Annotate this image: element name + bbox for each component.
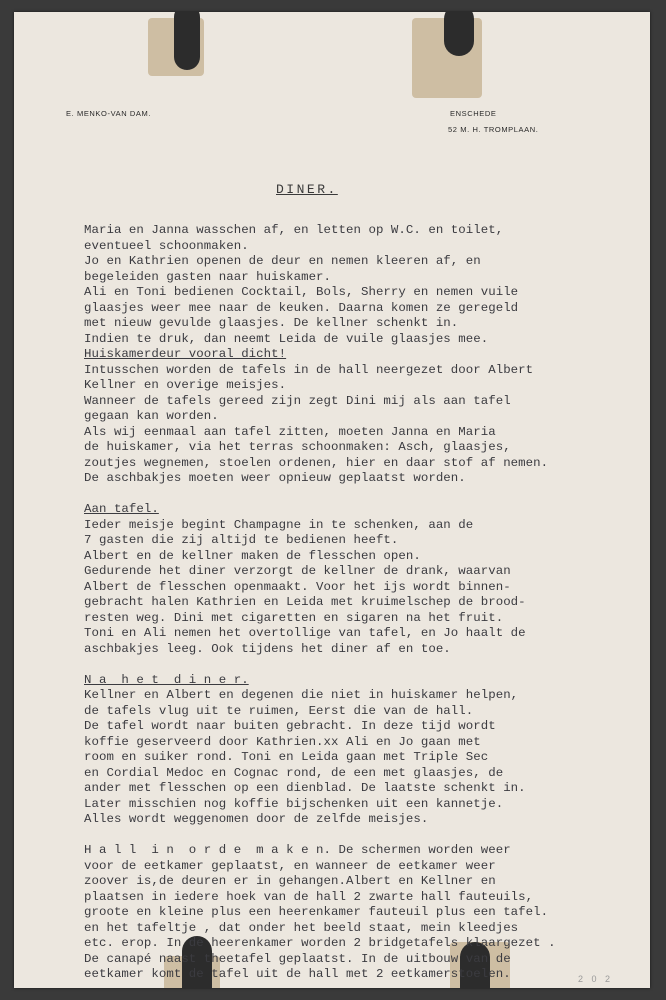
- typed-line: De canapé naast theetafel geplaatst. In de uitbouw van de: [84, 951, 511, 966]
- typed-line: voor de eetkamer geplaatst, en wanneer de eetkamer weer: [84, 858, 496, 873]
- typed-line: de huiskamer, via het terras schoonmaken: Asch, glaasjes,: [84, 440, 511, 454]
- typed-line: Indien te druk, dan neemt Leida de vuile glaasjes mee.: [84, 331, 489, 346]
- typed-line: Albert en de kellner maken de flesschen open.: [84, 548, 421, 563]
- typed-line: Later misschien nog koffie bijschenken uit een kannetje.: [84, 796, 504, 811]
- typed-line: N a h e t d i n e r.: [84, 672, 249, 687]
- letterhead-city: ENSCHEDE: [450, 109, 497, 118]
- typed-line: Toni en Ali nemen het overtollige van tafel, en Jo haalt de: [84, 626, 526, 640]
- typed-line: Ieder meisje begint Champagne in te schenken, aan de: [84, 517, 474, 532]
- typed-line: room en suiker rond. Toni en Leida gaan met Triple Sec: [84, 750, 489, 764]
- typed-line: resten weg. Dini met cigaretten en sigaren na het fruit.: [84, 610, 504, 625]
- typed-line: H a l l i n o r d e m a k e n. De schermen worden weer: [84, 843, 511, 857]
- typed-line: eetkamer komt de tafel uit de hall met 2 eetkamerstoelen.: [84, 967, 511, 981]
- letterhead-name: E. MENKO-VAN DAM.: [66, 109, 152, 118]
- typed-line: Alles wordt weggenomen door de zelfde meisjes.: [84, 812, 429, 826]
- document-sheet: [14, 12, 650, 988]
- typed-line: De aschbakjes moeten weer opnieuw geplaatst worden.: [84, 471, 466, 485]
- typed-line: Gedurende het diner verzorgt de kellner de drank, waarvan: [84, 564, 511, 578]
- typed-line: groote en kleine plus een heerenkamer fauteuil plus een tafel.: [84, 905, 549, 919]
- punch-hole: [444, 12, 474, 56]
- typed-line: Kellner en overige meisjes.: [84, 378, 287, 392]
- letterhead-street: 52 M. H. TROMPLAAN.: [448, 125, 539, 134]
- typed-line: en Cordial Medoc en Cognac rond, de een met glaasjes, de: [84, 765, 504, 780]
- punch-hole: [174, 12, 200, 70]
- typed-line: Als wij eenmaal aan tafel zitten, moeten Janna en Maria: [84, 424, 496, 439]
- paragraph-gap: [84, 657, 650, 673]
- typed-line: glaasjes weer mee naar de keuken. Daarna komen ze geregeld: [84, 300, 519, 315]
- typed-line: met nieuw gevulde glaasjes. De kellner schenkt in.: [84, 316, 459, 330]
- typed-line: Kellner en Albert en degenen die niet in huiskamer helpen,: [84, 688, 519, 702]
- document-title: DINER.: [276, 182, 338, 197]
- typed-line: aschbakjes leeg. Ook tijdens het diner af en toe.: [84, 641, 451, 656]
- typed-line: Intusschen worden de tafels in de hall neergezet door Albert: [84, 362, 534, 377]
- typed-line: zoover is,de deuren er in gehangen.Albert en Kellner en: [84, 874, 496, 888]
- typed-line: ander met flesschen op een dienblad. De laatste schenkt in.: [84, 781, 526, 795]
- pencil-note: 2 0 2: [578, 974, 614, 984]
- paragraph-gap: [84, 828, 650, 844]
- typed-line: Jo en Kathrien openen de deur en nemen kleeren af, en: [84, 254, 481, 268]
- typed-line: Ali en Toni bedienen Cocktail, Bols, Sherry en nemen vuile: [84, 285, 519, 299]
- typed-line: etc. erop. In de heerenkamer worden 2 bridgetafels klaargezet .: [84, 936, 556, 950]
- typed-line: Aan tafel.: [84, 502, 159, 516]
- typed-line: eventueel schoonmaken.: [84, 238, 249, 253]
- typed-line: Maria en Janna wasschen af, en letten op W.C. en toilet,: [84, 223, 504, 237]
- letterhead-address: [448, 108, 538, 136]
- typed-line: gegaan kan worden.: [84, 409, 219, 423]
- typed-line: gebracht halen Kathrien en Leida met kruimelschep de brood-: [84, 595, 526, 609]
- typed-line: De tafel wordt naar buiten gebracht. In deze tijd wordt: [84, 719, 496, 733]
- typed-line: zoutjes wegnemen, stoelen ordenen, hier en daar stof af nemen.: [84, 455, 549, 470]
- typed-line: en het tafeltje , dat onder het beeld staat, mein kleedjes: [84, 920, 519, 935]
- typed-line: Huiskamerdeur vooral dicht!: [84, 347, 287, 361]
- typed-body: [84, 223, 650, 983]
- typed-line: Albert de flesschen openmaakt. Voor het ijs wordt binnen-: [84, 579, 511, 594]
- paragraph-gap: [84, 487, 650, 503]
- typed-line: 7 gasten die zij altijd te bedienen heeft.: [84, 533, 399, 547]
- typed-line: begeleiden gasten naar huiskamer.: [84, 269, 332, 284]
- typed-line: plaatsen in iedere hoek van de hall 2 zwarte hall fauteuils,: [84, 889, 534, 904]
- typed-line: Wanneer de tafels gereed zijn zegt Dini mij als aan tafel: [84, 393, 511, 408]
- typed-line: koffie geserveerd door Kathrien.xx Ali en Jo gaan met: [84, 734, 481, 749]
- typed-line: de tafels vlug uit te ruimen, Eerst die van de hall.: [84, 703, 474, 718]
